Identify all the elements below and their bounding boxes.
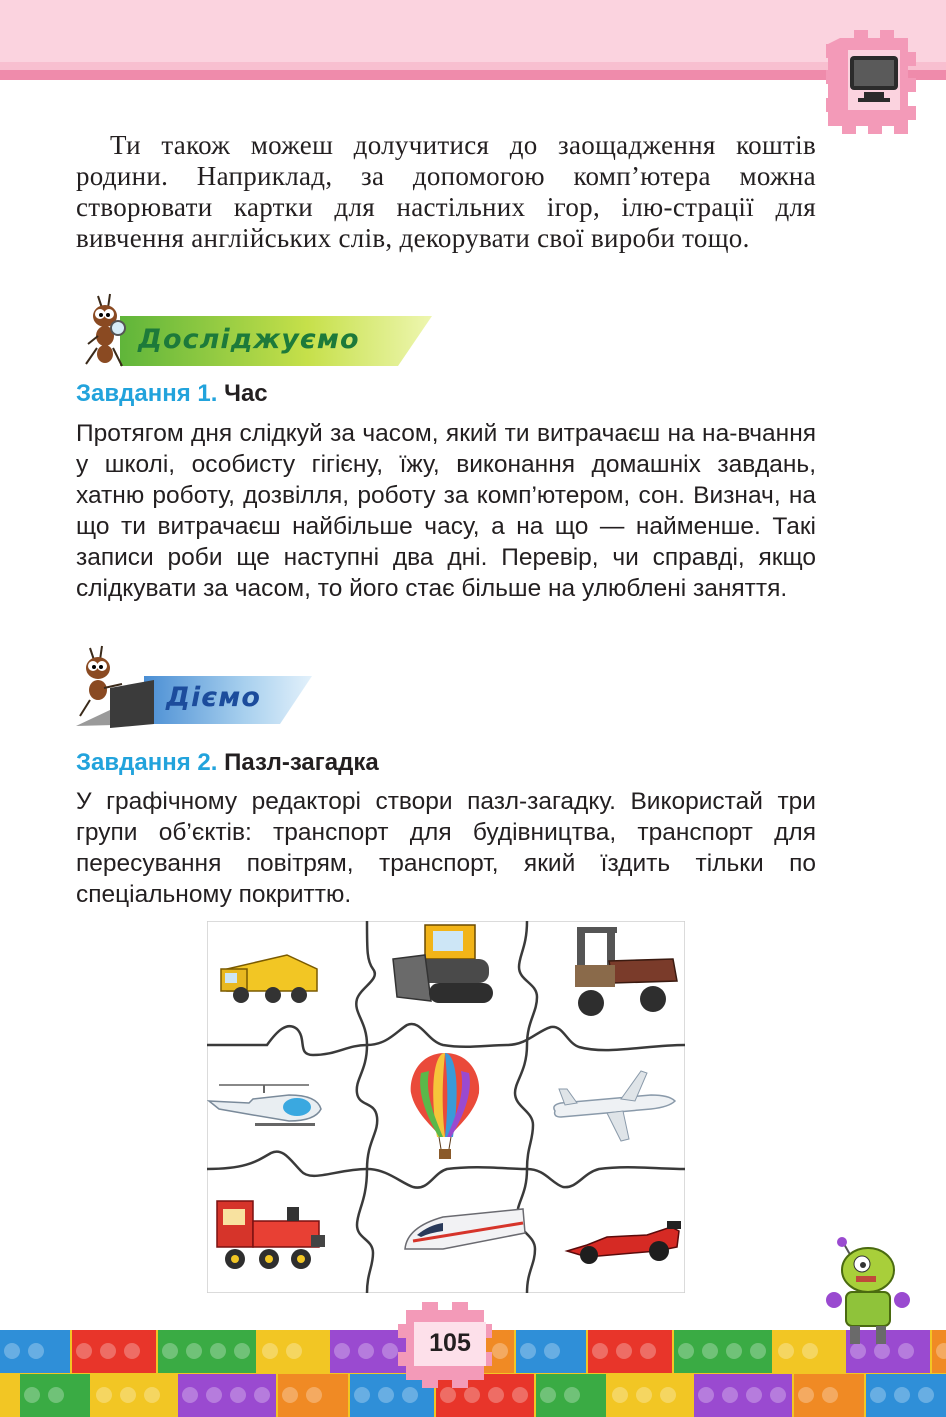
- explore-label: Досліджуємо: [138, 324, 360, 355]
- task2-line: три групи об’єктів: транспорт для будівництва, транспорт: [76, 788, 816, 846]
- intro-paragraph: [76, 130, 816, 254]
- intro-line: можна створювати картки для настільних ігор, ілю-: [76, 161, 816, 222]
- lego-stud: [612, 1387, 628, 1403]
- task1-line: завдань, хатню роботу, дозвілля, роботу за комп’ютером,: [76, 451, 816, 509]
- lego-stud: [520, 1343, 536, 1359]
- act-banner: [74, 644, 324, 736]
- lego-stud: [234, 1343, 250, 1359]
- lego-stud: [702, 1343, 718, 1359]
- task2-title: Пазл-загадка: [224, 749, 379, 776]
- intro-line: коштів родини. Наприклад, за допомогою комп’ютера: [76, 130, 816, 191]
- lego-stud: [262, 1343, 278, 1359]
- lego-stud: [636, 1387, 652, 1403]
- lego-stud: [28, 1343, 44, 1359]
- transport-puzzle: [207, 921, 685, 1293]
- lego-stud: [894, 1387, 910, 1403]
- task1-line: то його стає більше на улюблені заняття.: [317, 575, 788, 602]
- lego-stud: [306, 1387, 322, 1403]
- task1-line: вчання у школі, особисту гігієну, їжу, виконання домашніх: [76, 420, 816, 478]
- task1-number: Завдання 1.: [76, 380, 218, 407]
- lego-stud: [440, 1387, 456, 1403]
- lego-stud: [162, 1343, 178, 1359]
- explore-banner: [80, 292, 440, 370]
- lego-stud: [206, 1387, 222, 1403]
- intro-line: вироби тощо.: [590, 223, 750, 253]
- lego-stud: [512, 1387, 528, 1403]
- lego-stud: [4, 1343, 20, 1359]
- intro-line: страції для вивчення англійських слів, декорувати свої: [76, 192, 816, 253]
- top-band-light: [0, 0, 946, 62]
- lego-stud: [76, 1343, 92, 1359]
- lego-stud: [798, 1387, 814, 1403]
- task2-line: по спеціальному покриттю.: [76, 850, 816, 908]
- intro-line: Ти також можеш долучитися до заощадження: [110, 130, 716, 160]
- lego-stud: [144, 1387, 160, 1403]
- lego-stud: [660, 1387, 676, 1403]
- lego-stud: [488, 1387, 504, 1403]
- task1-title: Час: [224, 380, 268, 407]
- lego-stud: [726, 1343, 742, 1359]
- lego-stud: [286, 1343, 302, 1359]
- task1-body: [76, 418, 816, 604]
- lego-stud: [120, 1387, 136, 1403]
- task2-number: Завдання 2.: [76, 749, 218, 776]
- task1-heading: [76, 380, 268, 408]
- lego-stud: [698, 1387, 714, 1403]
- lego-stud: [564, 1387, 580, 1403]
- lego-stud: [678, 1343, 694, 1359]
- task2-heading: [76, 749, 379, 777]
- lego-stud: [124, 1343, 140, 1359]
- top-band-line: [0, 70, 946, 80]
- robot-icon: [816, 1236, 920, 1346]
- lego-stud: [540, 1387, 556, 1403]
- page-number-plaque: [394, 1302, 506, 1388]
- task1-line: два дні. Перевір, чи справді, якщо слідкувати за часом,: [76, 544, 816, 602]
- task1-line: Протягом дня слідкуй за часом, який ти витрачаєш на на-: [76, 420, 738, 447]
- task1-line: сон. Визнач, на що ти витрачаєш найбільше часу,: [76, 482, 816, 540]
- page-number: 105: [429, 1329, 471, 1357]
- lego-stud: [722, 1387, 738, 1403]
- lego-stud: [746, 1387, 762, 1403]
- lego-stud: [750, 1343, 766, 1359]
- lego-stud: [186, 1343, 202, 1359]
- lego-stud: [918, 1387, 934, 1403]
- lego-stud: [402, 1387, 418, 1403]
- lego-stud: [24, 1387, 40, 1403]
- lego-stud: [48, 1387, 64, 1403]
- task2-line: У графічному редакторі створи пазл-загадку. Використай: [76, 788, 763, 815]
- lego-stud: [640, 1343, 656, 1359]
- lego-stud: [334, 1343, 350, 1359]
- lego-stud: [778, 1343, 794, 1359]
- ant-laptop-icon: [74, 644, 158, 736]
- task2-body: [76, 786, 816, 910]
- lego-stud: [870, 1387, 886, 1403]
- lego-stud: [358, 1343, 374, 1359]
- lego-stud: [210, 1343, 226, 1359]
- lego-stud: [254, 1387, 270, 1403]
- lego-stud: [354, 1387, 370, 1403]
- lego-stud: [592, 1343, 608, 1359]
- lego-stud: [616, 1343, 632, 1359]
- lego-stud: [230, 1387, 246, 1403]
- lego-stud: [544, 1343, 560, 1359]
- lego-stud: [282, 1387, 298, 1403]
- lego-stud: [100, 1343, 116, 1359]
- lego-stud: [822, 1387, 838, 1403]
- task2-line: для пересування повітрям, транспорт, який їздить тільки: [76, 819, 816, 877]
- task1-line: а на що — найменше. Такі записи роби ще наступні: [76, 513, 816, 571]
- lego-stud: [464, 1387, 480, 1403]
- lego-stud: [96, 1387, 112, 1403]
- act-label: Діємо: [166, 682, 261, 713]
- lego-stud: [770, 1387, 786, 1403]
- lego-stud: [378, 1387, 394, 1403]
- ant-magnifier-icon: [80, 292, 130, 370]
- monitor-badge-icon: [826, 30, 922, 134]
- lego-stud: [182, 1387, 198, 1403]
